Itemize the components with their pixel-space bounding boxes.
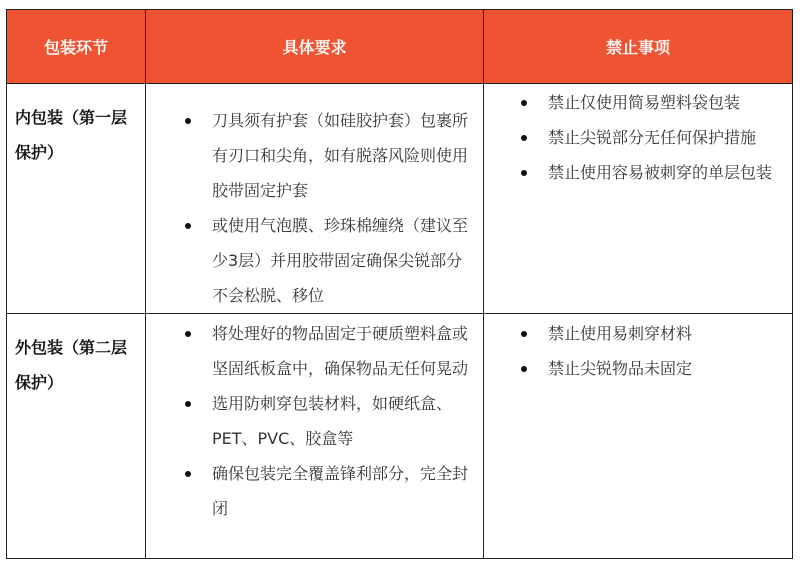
stage-cell: [7, 84, 146, 314]
prohibited-text: 禁止仅使用简易塑料袋包装: [548, 93, 741, 112]
prohibited-cell: [484, 314, 793, 559]
requirement-text: 选用防刺穿包装材料，如硬纸盒、PET、PVC、胶盒等: [212, 394, 453, 448]
requirement-text: 或使用气泡膜、珍珠棉缠绕（建议至少3层）并用胶带固定确保尖锐部分不会松脱、移位: [212, 216, 469, 305]
requirements-list: [146, 314, 483, 526]
table-row-outer-packaging: [7, 314, 793, 559]
prohibited-text: 禁止尖锐部分无任何保护措施: [548, 128, 757, 147]
prohibited-text: 禁止使用易刺穿材料: [548, 324, 693, 343]
stage-name: 外包装（第二层保护）: [15, 338, 128, 392]
list-item: [548, 155, 784, 190]
list-item: [548, 85, 784, 120]
table-row-inner-packaging: [7, 84, 793, 314]
stage-cell: [7, 314, 146, 559]
bullet-icon: [185, 223, 191, 229]
requirements-cell: [146, 84, 484, 314]
header-stage: 包装环节: [7, 10, 146, 84]
prohibited-text: 禁止使用容易被刺穿的单层包装: [548, 163, 773, 182]
stage-name: 内包装（第一层保护）: [15, 108, 128, 162]
packaging-requirements-table: [6, 9, 793, 559]
list-item: [212, 103, 473, 208]
header-row: [7, 10, 793, 84]
bullet-icon: [185, 331, 191, 337]
list-item: [548, 316, 784, 351]
bullet-icon: [521, 135, 527, 141]
prohibited-list: [484, 314, 792, 386]
list-item: [212, 456, 473, 526]
header-prohibited: 禁止事项: [484, 10, 793, 84]
bullet-icon: [185, 471, 191, 477]
requirements-list: [146, 84, 483, 313]
bullet-icon: [521, 170, 527, 176]
prohibited-list: [484, 84, 792, 190]
list-item: [548, 120, 784, 155]
list-item: [212, 208, 473, 313]
requirement-text: 将处理好的物品固定于硬质塑料盒或坚固纸板盒中，确保物品无任何晃动: [212, 324, 469, 378]
requirement-text: 刀具须有护套（如硅胶护套）包裹所有刃口和尖角，如有脱落风险则使用胶带固定护套: [212, 111, 469, 200]
header-requirements: 具体要求: [146, 10, 484, 84]
requirements-cell: [146, 314, 484, 559]
bullet-icon: [521, 366, 527, 372]
list-item: [212, 386, 473, 456]
prohibited-text: 禁止尖锐物品未固定: [548, 359, 693, 378]
bullet-icon: [185, 401, 191, 407]
bullet-icon: [185, 118, 191, 124]
bullet-icon: [521, 100, 527, 106]
list-item: [212, 316, 473, 386]
list-item: [548, 351, 784, 386]
requirement-text: 确保包装完全覆盖锋利部分，完全封闭: [212, 464, 469, 518]
prohibited-cell: [484, 84, 793, 314]
bullet-icon: [521, 331, 527, 337]
